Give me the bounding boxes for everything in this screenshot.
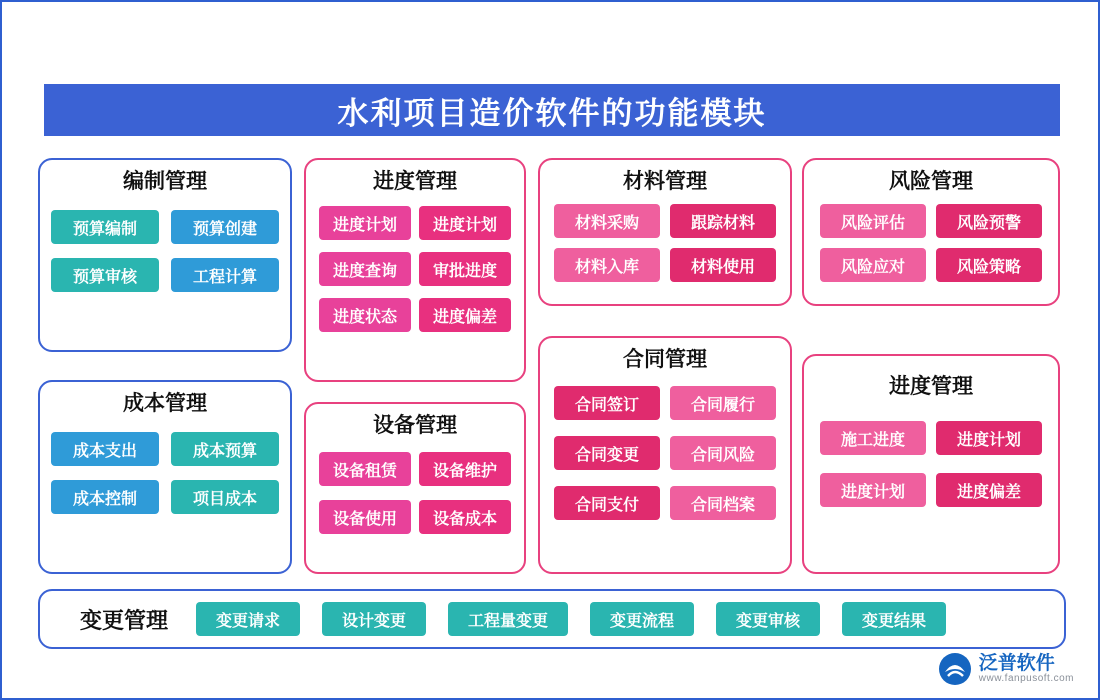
- chip-change-result[interactable]: 变更结果: [842, 602, 946, 636]
- group-items: [540, 372, 790, 532]
- chip-cost-expense[interactable]: 成本支出: [51, 432, 159, 466]
- chip-progress-query[interactable]: 进度查询: [319, 252, 411, 286]
- group-progress-management-1: [304, 158, 526, 382]
- group-cost-management: [38, 380, 292, 574]
- group-title: 设备管理: [373, 413, 457, 437]
- chip-material-purchase[interactable]: 材料采购: [554, 204, 660, 238]
- group-title: 进度管理: [889, 374, 973, 398]
- chip-contract-sign[interactable]: 合同签订: [554, 386, 660, 420]
- chip-progress-status[interactable]: 进度状态: [319, 298, 411, 332]
- logo-mark-icon: [938, 652, 972, 686]
- chip-change-process[interactable]: 变更流程: [590, 602, 694, 636]
- group-items: [804, 194, 1058, 294]
- brand-logo: [938, 652, 1074, 686]
- group-title: 变更管理: [80, 607, 169, 633]
- chip-budget-prepare[interactable]: 预算编制: [51, 210, 159, 244]
- chip-contract-payment[interactable]: 合同支付: [554, 486, 660, 520]
- chip-quantity-change[interactable]: 工程量变更: [448, 602, 568, 636]
- chip-budget-create[interactable]: 预算创建: [171, 210, 279, 244]
- group-title: 合同管理: [623, 347, 707, 371]
- chip-risk-strategy[interactable]: 风险策略: [936, 248, 1042, 282]
- chip-cost-control[interactable]: 成本控制: [51, 480, 159, 514]
- group-title: 材料管理: [623, 169, 707, 193]
- chip-material-usage[interactable]: 材料使用: [670, 248, 776, 282]
- group-contract-management: [538, 336, 792, 574]
- group-title: 成本管理: [123, 391, 207, 415]
- chip-progress-deviation[interactable]: 进度偏差: [419, 298, 511, 332]
- group-progress-management-2: [802, 354, 1060, 574]
- chip-progress-plan-d[interactable]: 进度计划: [820, 473, 926, 507]
- chip-contract-change[interactable]: 合同变更: [554, 436, 660, 470]
- group-title: 进度管理: [373, 169, 457, 193]
- chip-equipment-usage[interactable]: 设备使用: [319, 500, 411, 534]
- chip-contract-archive[interactable]: 合同档案: [670, 486, 776, 520]
- chip-equipment-lease[interactable]: 设备租赁: [319, 452, 411, 486]
- chip-progress-deviation-2[interactable]: 进度偏差: [936, 473, 1042, 507]
- chip-engineering-calc[interactable]: 工程计算: [171, 258, 279, 292]
- group-items: [306, 194, 524, 344]
- chip-design-change[interactable]: 设计变更: [322, 602, 426, 636]
- group-items: [40, 416, 290, 526]
- chip-cost-budget[interactable]: 成本预算: [171, 432, 279, 466]
- group-items: [540, 194, 790, 294]
- logo-name: 泛普软件: [978, 652, 1055, 674]
- page-title: 水利项目造价软件的功能模块: [337, 95, 767, 131]
- group-equipment-management: [304, 402, 526, 574]
- chip-risk-assessment[interactable]: 风险评估: [820, 204, 926, 238]
- chip-material-track[interactable]: 跟踪材料: [670, 204, 776, 238]
- group-risk-management: [802, 158, 1060, 306]
- logo-url: www.fanpusoft.com: [978, 672, 1074, 684]
- chip-progress-plan-c[interactable]: 进度计划: [936, 421, 1042, 455]
- chip-contract-perform[interactable]: 合同履行: [670, 386, 776, 420]
- group-items: [40, 194, 290, 304]
- group-change-management: [38, 589, 1066, 649]
- chip-construction-progress[interactable]: 施工进度: [820, 421, 926, 455]
- group-items: [306, 438, 524, 546]
- page-title-banner: [44, 84, 1060, 136]
- chip-project-cost[interactable]: 项目成本: [171, 480, 279, 514]
- group-title: 风险管理: [889, 169, 973, 193]
- chip-progress-approve[interactable]: 审批进度: [419, 252, 511, 286]
- group-budget-management: [38, 158, 292, 352]
- logo-text: [979, 654, 1074, 684]
- chip-equipment-cost[interactable]: 设备成本: [419, 500, 511, 534]
- chip-contract-risk[interactable]: 合同风险: [670, 436, 776, 470]
- chip-risk-response[interactable]: 风险应对: [820, 248, 926, 282]
- group-title: 编制管理: [123, 169, 207, 193]
- chip-risk-warning[interactable]: 风险预警: [936, 204, 1042, 238]
- chip-equipment-maintain[interactable]: 设备维护: [419, 452, 511, 486]
- group-items: [804, 399, 1058, 519]
- chip-change-review[interactable]: 变更审核: [716, 602, 820, 636]
- chip-budget-review[interactable]: 预算审核: [51, 258, 159, 292]
- group-material-management: [538, 158, 792, 306]
- chip-progress-plan-b[interactable]: 进度计划: [419, 206, 511, 240]
- chip-change-request[interactable]: 变更请求: [196, 602, 300, 636]
- chip-progress-plan-a[interactable]: 进度计划: [319, 206, 411, 240]
- chip-material-inbound[interactable]: 材料入库: [554, 248, 660, 282]
